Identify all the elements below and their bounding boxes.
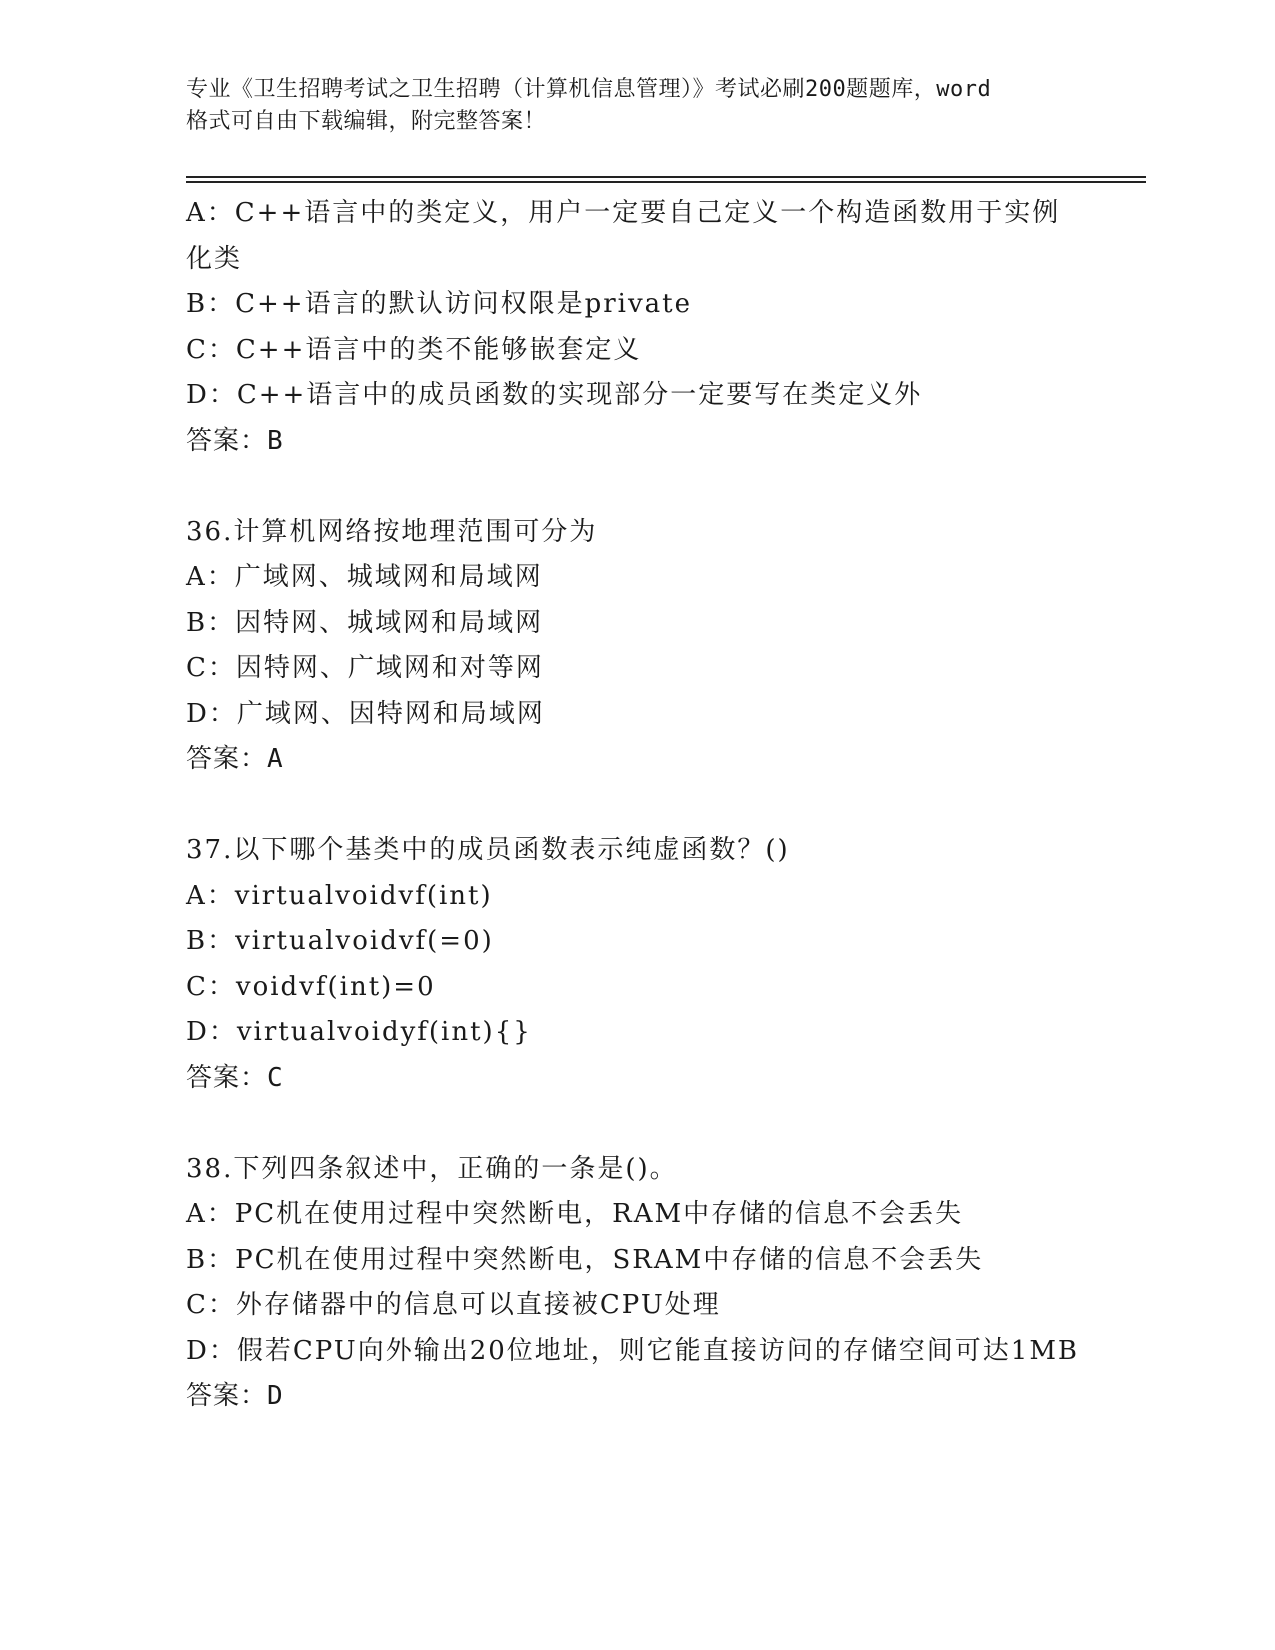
option-d: D：C++语言中的成员函数的实现部分一定要写在类定义外 — [186, 380, 923, 410]
answer: 答案：C — [186, 1062, 284, 1093]
option-d: D：广域网、因特网和局域网 — [186, 698, 545, 729]
spacer — [186, 464, 1086, 510]
header-divider-top — [186, 176, 1146, 178]
header-line-1: 专业《卫生招聘考试之卫生招聘（计算机信息管理）》考试必刷200题题库，word — [186, 77, 992, 102]
option-c: C：voidvf(int)=0 — [186, 971, 436, 1002]
option-a: A：virtualvoidvf(int) — [186, 880, 493, 911]
question-text: 36.计算机网络按地理范围可分为 — [186, 516, 598, 547]
option-a: A：广域网、城域网和局域网 — [186, 562, 543, 592]
option-c: C：C++语言中的类不能够嵌套定义 — [186, 334, 642, 365]
option-a: A：C++语言中的类定义，用户一定要自己定义一个构造函数用于实例 — [186, 198, 1061, 228]
question-38 — [186, 1147, 1086, 1420]
document-header — [186, 74, 1086, 138]
option-b: B：因特网、城域网和局域网 — [186, 607, 544, 638]
option-b: B：PC机在使用过程中突然断电，SRAM中存储的信息不会丢失 — [186, 1244, 984, 1275]
answer: 答案：B — [186, 425, 284, 456]
header-divider-bottom — [186, 181, 1146, 183]
question-35 — [186, 191, 1086, 464]
answer: 答案：A — [186, 744, 284, 774]
spacer — [186, 783, 1086, 829]
option-c: C：外存储器中的信息可以直接被CPU处理 — [186, 1290, 721, 1320]
question-text: 37.以下哪个基类中的成员函数表示纯虚函数？() — [186, 835, 790, 865]
question-list — [186, 191, 1086, 1420]
option-a-continued: 化类 — [186, 243, 243, 274]
option-d: D：virtualvoidyf(int){} — [186, 1017, 532, 1047]
spacer — [186, 1101, 1086, 1147]
header-line-2: 格式可自由下载编辑，附完整答案！ — [186, 109, 547, 134]
option-b: B：virtualvoidvf(=0) — [186, 926, 494, 956]
answer: 答案：D — [186, 1381, 284, 1411]
option-d: D：假若CPU向外输出20位地址，则它能直接访问的存储空间可达1MB — [186, 1335, 1080, 1366]
option-a: A：PC机在使用过程中突然断电，RAM中存储的信息不会丢失 — [186, 1199, 964, 1229]
option-c: C：因特网、广域网和对等网 — [186, 653, 544, 683]
option-b: B：C++语言的默认访问权限是private — [186, 289, 692, 319]
question-37 — [186, 828, 1086, 1101]
question-text: 38.下列四条叙述中，正确的一条是()。 — [186, 1153, 678, 1184]
question-36 — [186, 510, 1086, 783]
